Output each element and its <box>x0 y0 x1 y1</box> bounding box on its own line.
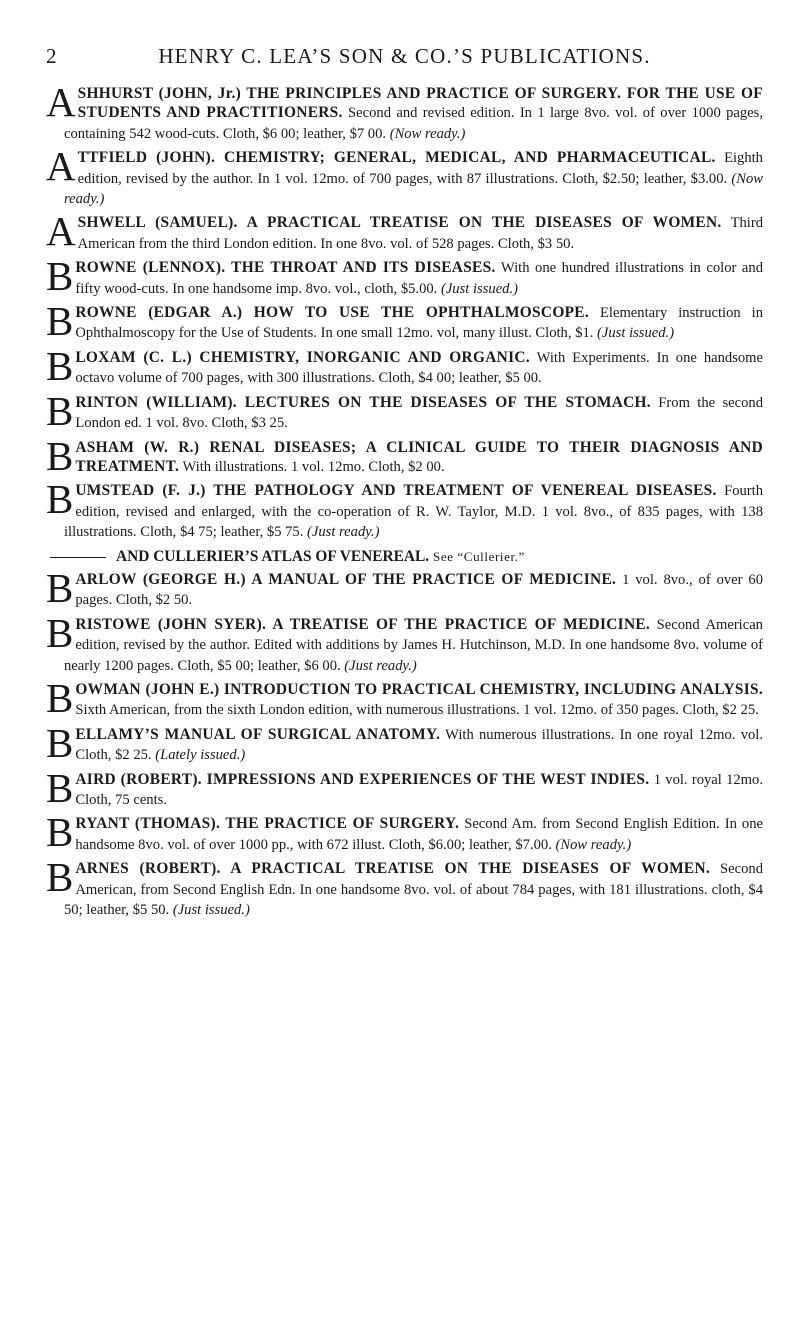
entry-status-note: (Now ready.) <box>555 836 632 853</box>
drop-initial: A <box>46 208 76 255</box>
page-title: HENRY C. LEA’S SON & CO.’S PUBLICATIONS. <box>158 44 651 68</box>
entry-heading: ARNES (ROBERT). A PRACTICAL TREATISE ON THE DISEASES OF WOMEN. <box>75 860 711 878</box>
entry-description: Fourth edition, revised and enlarged, with the co-operation of R. W. Taylor, M.D. 1 vol. 8vo., of 835 pages, with 138 illustrations. Cloth, $4 75; leather, $5 75. <box>64 483 764 541</box>
entry-description: With Experiments. In one handsome octavo volume of 700 pages, with 300 illustrations. Cloth, $4 00; leather, $5 00. <box>75 349 764 387</box>
catalog-entry <box>46 298 764 345</box>
drop-initial: B <box>46 609 74 656</box>
drop-initial: B <box>46 387 74 434</box>
entry-description: Second and revised edition. In 1 large 8vo. vol. of over 1000 pages, containing 542 wood-cuts. Cloth, $6 00; leather, $7 00. <box>64 105 763 142</box>
entry-description: 1 vol. royal 12mo. Cloth, 75 cents. <box>75 771 763 808</box>
catalog-entry <box>46 764 763 811</box>
catalog-entry <box>46 719 763 766</box>
entry-description: With one hundred illustrations in color and fifty wood-cuts. In one handsome imp. 8vo. vol., cloth, $5.00. <box>75 260 763 297</box>
drop-initial: B <box>46 719 74 766</box>
catalog-entry <box>46 854 763 920</box>
entry-description: Third American from the third London edition. In one 8vo. vol. of 528 pages. Cloth, $3 50. <box>77 215 763 252</box>
entry-description: With numerous illustrations. In one royal 12mo. vol. Cloth, $2 25. <box>75 726 763 764</box>
entry-heading: TTFIELD (JOHN). CHEMISTRY; GENERAL, MEDICAL, AND PHARMACEUTICAL. <box>77 149 716 167</box>
drop-initial: B <box>46 253 74 300</box>
catalog-entry <box>46 253 763 300</box>
page-header <box>46 44 763 84</box>
entry-description: Sixth American, from the sixth London edition, with numerous illustrations. 1 vol. 12mo. of 350 pages. Cloth, $2 25. <box>75 702 759 719</box>
entry-description: Second American edition, revised by the author. Edited with additions by James H. Hutchinson, M.D. In one handsome 8vo. volume of nearly 1200 pages. Cloth, $5 00; leather, $6 00. <box>64 616 763 674</box>
sub-entry-reference: See “Cullerier.” <box>429 548 525 564</box>
entry-heading: OWMAN (JOHN E.) INTRODUCTION TO PRACTICAL CHEMISTRY, INCLUDING ANALYSIS. <box>75 680 763 698</box>
entry-heading: SHHURST (JOHN, Jr.) THE PRINCIPLES AND PRACTICE OF SURGERY. FOR THE USE OF STUDENTS AND PRACTITIONERS. <box>77 85 763 122</box>
drop-initial: B <box>46 854 74 901</box>
drop-initial: B <box>46 764 74 811</box>
drop-initial: B <box>46 674 74 721</box>
entry-heading: RINTON (WILLIAM). LECTURES ON THE DISEASES OF THE STOMACH. <box>75 393 651 411</box>
entry-description: Second Am. from Second English Edition. In one handsome 8vo. vol. of over 1000 pp., with 672 illust. Cloth, $6.00; leather, $7.00. <box>75 816 763 853</box>
entry-description: Elementary instruction in Ophthalmoscopy for the Use of Students. In one small 12mo. vol, many illust. Cloth, $1. <box>75 305 764 342</box>
entry-heading: ARLOW (GEORGE H.) A MANUAL OF THE PRACTICE OF MEDICINE. <box>75 570 617 588</box>
entry-heading: UMSTEAD (F. J.) THE PATHOLOGY AND TREATMENT OF VENEREAL DISEASES. <box>75 482 717 500</box>
drop-initial: B <box>46 342 74 389</box>
catalog-entry <box>46 609 763 676</box>
catalog-entry <box>46 432 763 479</box>
entry-description: From the second London ed. 1 vol. 8vo. Cloth, $3 25. <box>75 394 763 432</box>
drop-initial: B <box>46 809 74 856</box>
drop-initial: B <box>46 476 74 523</box>
drop-initial: B <box>46 432 74 479</box>
catalog-entry <box>46 564 764 611</box>
sub-entry <box>46 547 763 566</box>
entry-heading: ASHAM (W. R.) RENAL DISEASES; A CLINICAL GUIDE TO THEIR DIAGNOSIS AND TREATMENT. <box>75 438 763 475</box>
drop-initial: A <box>46 79 76 125</box>
entry-status-note: (Now ready.) <box>64 170 763 208</box>
drop-initial: B <box>46 298 74 345</box>
entry-status-note: (Now ready.) <box>389 125 466 142</box>
entry-description: Eighth edition, revised by the author. In 1 vol. 12mo. of 700 pages, with 87 illustrations. Cloth, $2.50; leather, $3.00. <box>77 150 763 187</box>
entry-description: With illustrations. 1 vol. 12mo. Cloth, $2 00. <box>179 458 445 475</box>
entry-heading: AIRD (ROBERT). IMPRESSIONS AND EXPERIENCES OF THE WEST INDIES. <box>75 770 650 788</box>
catalog-entry <box>46 342 764 389</box>
drop-initial: B <box>46 564 74 611</box>
sub-entry-heading: AND CULLERIER’S ATLAS OF VENEREAL. <box>116 547 430 565</box>
entry-list <box>46 79 764 543</box>
catalog-entry <box>46 674 763 721</box>
entry-status-note: (Just issued.) <box>440 280 518 297</box>
entry-status-note: (Just issued.) <box>597 325 675 342</box>
catalog-entry <box>46 387 763 434</box>
entry-heading: RYANT (THOMAS). THE PRACTICE OF SURGERY. <box>75 815 460 833</box>
entry-status-note: (Lately issued.) <box>155 747 246 764</box>
entry-heading: SHWELL (SAMUEL). A PRACTICAL TREATISE ON THE DISEASES OF WOMEN. <box>77 214 722 232</box>
catalog-entry <box>46 208 763 255</box>
entry-description: 1 vol. 8vo., of over 60 pages. Cloth, $2 50. <box>75 571 764 609</box>
entry-heading: ELLAMY’S MANUAL OF SURGICAL ANATOMY. <box>75 725 441 743</box>
catalog-entry <box>46 143 763 209</box>
entry-description: Second American, from Second English Edn. In one handsome 8vo. vol. of about 784 pages, with 181 illustrations. cloth, $4 50; leather, $5 50. <box>64 861 763 919</box>
entry-status-note: (Just ready.) <box>307 524 380 541</box>
entry-heading: RISTOWE (JOHN SYER). A TREATISE OF THE PRACTICE OF MEDICINE. <box>75 615 651 633</box>
page-number: 2 <box>46 44 57 68</box>
catalog-entry <box>46 79 763 144</box>
entry-heading: ROWNE (EDGAR A.) HOW TO USE THE OPHTHALMOSCOPE. <box>75 304 590 322</box>
drop-initial: A <box>46 143 76 190</box>
entry-heading: ROWNE (LENNOX). THE THROAT AND ITS DISEASES. <box>75 259 496 277</box>
catalog-entry <box>46 809 763 856</box>
catalog-entry <box>46 476 764 542</box>
entry-status-note: (Just issued.) <box>172 902 250 919</box>
entry-status-note: (Just ready.) <box>344 657 417 674</box>
entry-heading: LOXAM (C. L.) CHEMISTRY, INORGANIC AND ORGANIC. <box>75 348 530 366</box>
entry-list-continued <box>46 564 764 921</box>
dash-rule <box>50 557 106 558</box>
